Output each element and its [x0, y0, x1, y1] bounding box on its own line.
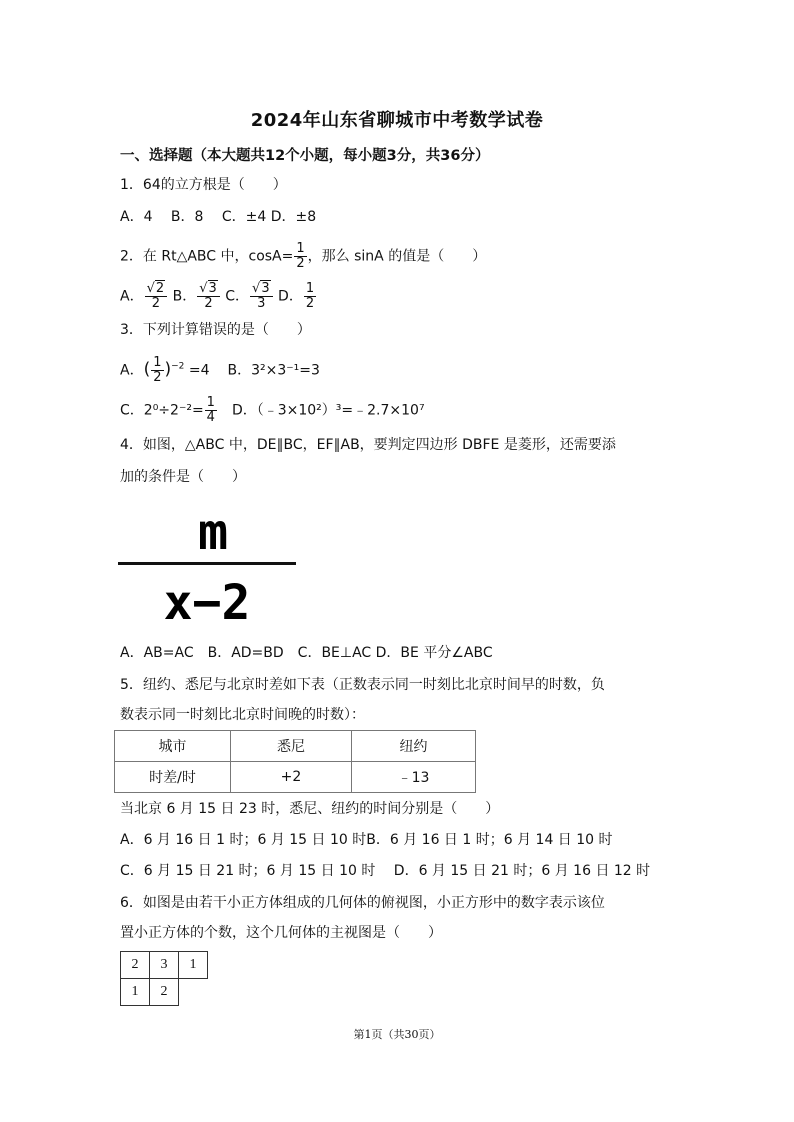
q3-opt-c-label: C．: [120, 402, 144, 419]
grid-cell: 1: [121, 979, 150, 1006]
q2-frac-den: 2: [296, 256, 305, 271]
q2-a-radicand: 2: [155, 281, 165, 296]
q3-opt-a-label: A．: [120, 362, 144, 379]
q3-a-rest: =4: [184, 362, 210, 379]
q2-b-den: 2: [204, 296, 213, 311]
table-cell: ﹣13: [352, 762, 476, 793]
grid-row: [121, 952, 208, 979]
q2-fraction: [294, 242, 306, 271]
sqrt-symbol: √2: [146, 281, 165, 296]
q6-top-view-grid: [120, 951, 208, 1006]
figure-denominator: x−2: [163, 575, 251, 630]
q6-stem-line1: 6．如图是由若干小正方体组成的几何体的俯视图，小正方形中的数字表示该位: [120, 895, 605, 911]
exam-title: 2024年山东省聊城市中考数学试卷: [250, 110, 544, 131]
q2-opt-d-label: D．: [273, 288, 303, 305]
q5-question: 当北京 6 月 15 日 23 时，悉尼、纽约的时间分别是（ ）: [120, 801, 500, 817]
q2-c-radicand: 3: [261, 281, 270, 296]
grid-cell: 1: [179, 952, 208, 979]
q2-opt-c-label: C．: [220, 288, 250, 305]
q2-frac-num: 1: [296, 241, 305, 256]
table-cell: 时差/时: [115, 762, 231, 793]
q4-stem-line2: 加的条件是（ ）: [120, 469, 246, 485]
grid-cell: 2: [121, 952, 150, 979]
q2-opt-b-frac: [197, 282, 220, 311]
q4-figure-fraction: [118, 515, 308, 630]
table-cell: +2: [231, 762, 352, 793]
q6-stem-line2: 置小正方体的个数，这个几何体的主视图是（ ）: [120, 925, 442, 941]
q2-opt-b-label: B．: [168, 288, 197, 305]
q3-options-ab: A．( $\frac{1}{2}$ )$^{-2}$ =4 B．3²×3⁻¹=3: [120, 355, 320, 385]
q5-options-ab: A．6 月 16 日 1 时；6 月 15 日 10 时B．6 月 16 日 1 时；6 月 14 日 10 时: [120, 832, 613, 848]
q2-stem-end: ，那么 sinA 的值是（ ）: [307, 248, 487, 265]
q2-stem-start: 2．在 Rt△ABC 中，cosA=: [120, 248, 294, 265]
q5-time-table: [114, 730, 476, 793]
q1-options: A．4 B．8 C．±4 D．±8: [120, 209, 317, 225]
q5-options-cd: C．6 月 15 日 21 时；6 月 15 日 10 时 D．6 月 15 日 21 时；6 月 16 日 12 时: [120, 863, 651, 879]
table-cell: 城市: [115, 731, 231, 762]
q3-c-frac: $\frac{1}{4}$: [206, 395, 215, 425]
q3-opt-b: B．3²×3⁻¹=3: [227, 362, 320, 379]
table-row: [115, 762, 476, 793]
grid-cell-empty: [179, 979, 208, 1006]
q2-b-radicand: 3: [208, 281, 217, 296]
q3-options-cd: [120, 396, 425, 425]
q2-d-den: 2: [305, 296, 315, 311]
q4-stem-line1: 4．如图，△ABC 中，DE∥BC，EF∥AB，要判定四边形 DBFE 是菱形，还需要添: [120, 437, 616, 453]
q2-stem: [120, 242, 486, 271]
q3-opt-d: D．（﹣3×10²）³=﹣2.7×10⁷: [231, 402, 425, 419]
q2-c-den: 3: [257, 296, 266, 311]
page-footer: 第1页（共30页）: [353, 1028, 441, 1041]
sqrt-symbol: √3: [199, 281, 217, 296]
q2-opt-d-frac: [304, 282, 316, 311]
q2-options: [120, 282, 317, 311]
q3-c-text: 2⁰÷2⁻²=: [143, 402, 204, 419]
grid-cell: 3: [150, 952, 179, 979]
q3-a-frac: $\frac{1}{2}$: [153, 355, 162, 385]
q2-opt-a-label: A．: [120, 288, 144, 305]
q2-a-den: 2: [151, 296, 160, 311]
sqrt-symbol: √3: [252, 281, 270, 296]
section-title: 一、选择题（本大题共12个小题，每小题3分，共36分）: [120, 148, 490, 164]
q4-options: A．AB=AC B．AD=BD C．BE⊥AC D．BE 平分∠ABC: [120, 645, 493, 661]
q2-opt-a-frac: [145, 282, 168, 311]
table-cell: 悉尼: [231, 731, 352, 762]
q5-stem-line1: 5．纽约、悉尼与北京时差如下表（正数表示同一时刻比北京时间早的时数，负: [120, 677, 605, 693]
grid-row: [121, 979, 208, 1006]
grid-cell: 2: [150, 979, 179, 1006]
table-cell: 纽约: [352, 731, 476, 762]
q3-stem: 3．下列计算错误的是（ ）: [120, 322, 311, 338]
q3-a-exponent: −2: [171, 361, 185, 372]
table-row: [115, 731, 476, 762]
figure-numerator: m: [197, 515, 229, 561]
q2-d-num: 1: [305, 281, 315, 296]
figure-fraction-bar: [118, 562, 296, 565]
q1-stem: 1．64的立方根是（ ）: [120, 177, 287, 193]
q2-opt-c-frac: [250, 282, 273, 311]
q5-stem-line2: 数表示同一时刻比北京时间晚的时数）：: [120, 707, 365, 723]
